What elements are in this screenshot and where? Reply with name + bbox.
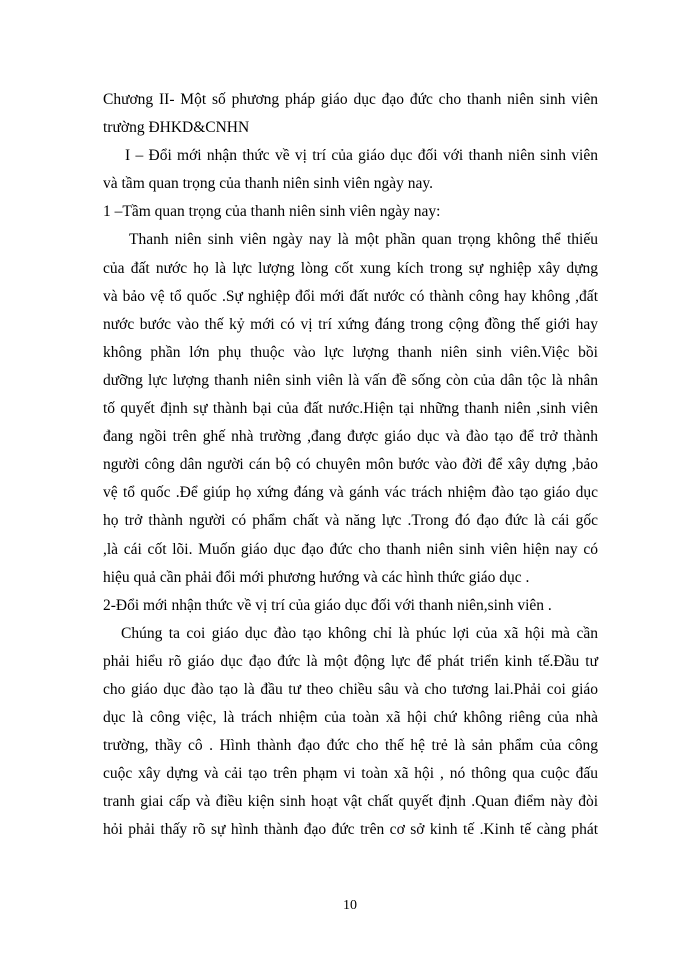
paragraph-1-line: và bảo vệ tổ quốc .Sự nghiệp đổi mới đất nước có thành công hay không ,đất	[103, 287, 598, 305]
paragraph-1-line: không phần lớn phụ thuộc vào lực lượng thanh niên sinh viên.Việc bồi	[103, 343, 598, 361]
paragraph-2-line: dục là công việc, là trách nhiệm của toàn xã hội chứ không riêng của nhà	[103, 709, 598, 727]
section-heading-line-1: I – Đổi mới nhận thức về vị trí của giáo dục đối với thanh niên sinh viên	[125, 147, 598, 165]
page-content	[103, 86, 598, 845]
paragraph-1-line: người công dân người cán bộ có chuyên môn bước vào đời để xây dựng ,bảo	[103, 456, 598, 474]
paragraph-1-line: hiệu quả cần phải đổi mới phương hướng và các hình thức giáo dục .	[103, 568, 530, 586]
paragraph-1-line: vệ tổ quốc .Để giúp họ xứng đáng và gánh vác trách nhiệm đào tạo giáo dục	[103, 484, 598, 502]
paragraph-2-line: tranh giai cấp và điều kiện sinh hoạt vật chất quyết định .Quan điểm này đòi	[103, 793, 598, 811]
chapter-heading-line-1: Chương II- Một số phương pháp giáo dục đạo đức cho thanh niên sinh viên	[103, 91, 598, 108]
subsection-2-title: 2-Đổi mới nhận thức về vị trí của giáo dục đối với thanh niên,sinh viên .	[103, 596, 552, 614]
section-heading-line-2: và tầm quan trọng của thanh niên sinh viên ngày nay.	[103, 175, 434, 193]
paragraph-1-line: dưỡng lực lượng thanh niên sinh viên là vấn đề sống còn của dân tộc là nhân	[103, 371, 598, 389]
paragraph-1-line: của đất nước họ là lực lượng lòng cốt xung kích trong sự nghiệp xây dựng	[103, 259, 598, 277]
chapter-heading-line-2: trường ĐHKD&CNHN	[103, 119, 250, 137]
paragraph-1-line: họ trở thành người có phẩm chất và năng lực .Trong đó đạo đức là cái gốc	[103, 512, 598, 530]
paragraph-1-line: tố quyết định sự thành bại của đất nước.Hiện tại những thanh niên ,sinh viên	[103, 400, 598, 418]
paragraph-1	[103, 226, 598, 591]
paragraph-2-line: cuộc xây dựng và cải tạo trên phạm vi toàn xã hội , nó thông qua cuộc đấu	[103, 765, 598, 783]
paragraph-1-line: ,là cái cốt lõi. Muốn giáo dục đạo đức cho thanh niên sinh viên hiện nay có	[103, 540, 598, 558]
paragraph-1-line: nước bước vào thế kỷ mới có vị trí xứng đáng trong cộng đồng thế giới hay	[103, 315, 598, 333]
paragraph-2-line: phải hiểu rõ giáo dục đạo đức là một động lực để phát triển kinh tế.Đầu tư	[103, 652, 598, 670]
paragraph-1-line: đang ngồi trên ghế nhà trường ,đang được giáo dục và đào tạo để trở thành	[103, 428, 598, 446]
subsection-1-title: 1 –Tầm quan trọng của thanh niên sinh viên ngày nay:	[103, 203, 441, 221]
paragraph-1-line: Thanh niên sinh viên ngày nay là một phần quan trọng không thể thiếu	[129, 231, 598, 249]
page-number: 10	[343, 898, 357, 913]
paragraph-2-line: trường, thầy cô . Hình thành đạo đức cho thế hệ trẻ là sản phẩm của công	[103, 737, 598, 755]
paragraph-2	[103, 620, 598, 845]
paragraph-2-line: hỏi phải thấy rõ sự hình thành đạo đức trên cơ sở kinh tế .Kinh tế càng phát	[103, 821, 598, 839]
paragraph-2-line: cho giáo dục đào tạo là đầu tư theo chiều sâu và cho tương lai.Phải coi giáo	[103, 680, 598, 698]
paragraph-2-line: Chúng ta coi giáo dục đào tạo không chỉ là phúc lợi của xã hội mà cần	[121, 624, 598, 642]
